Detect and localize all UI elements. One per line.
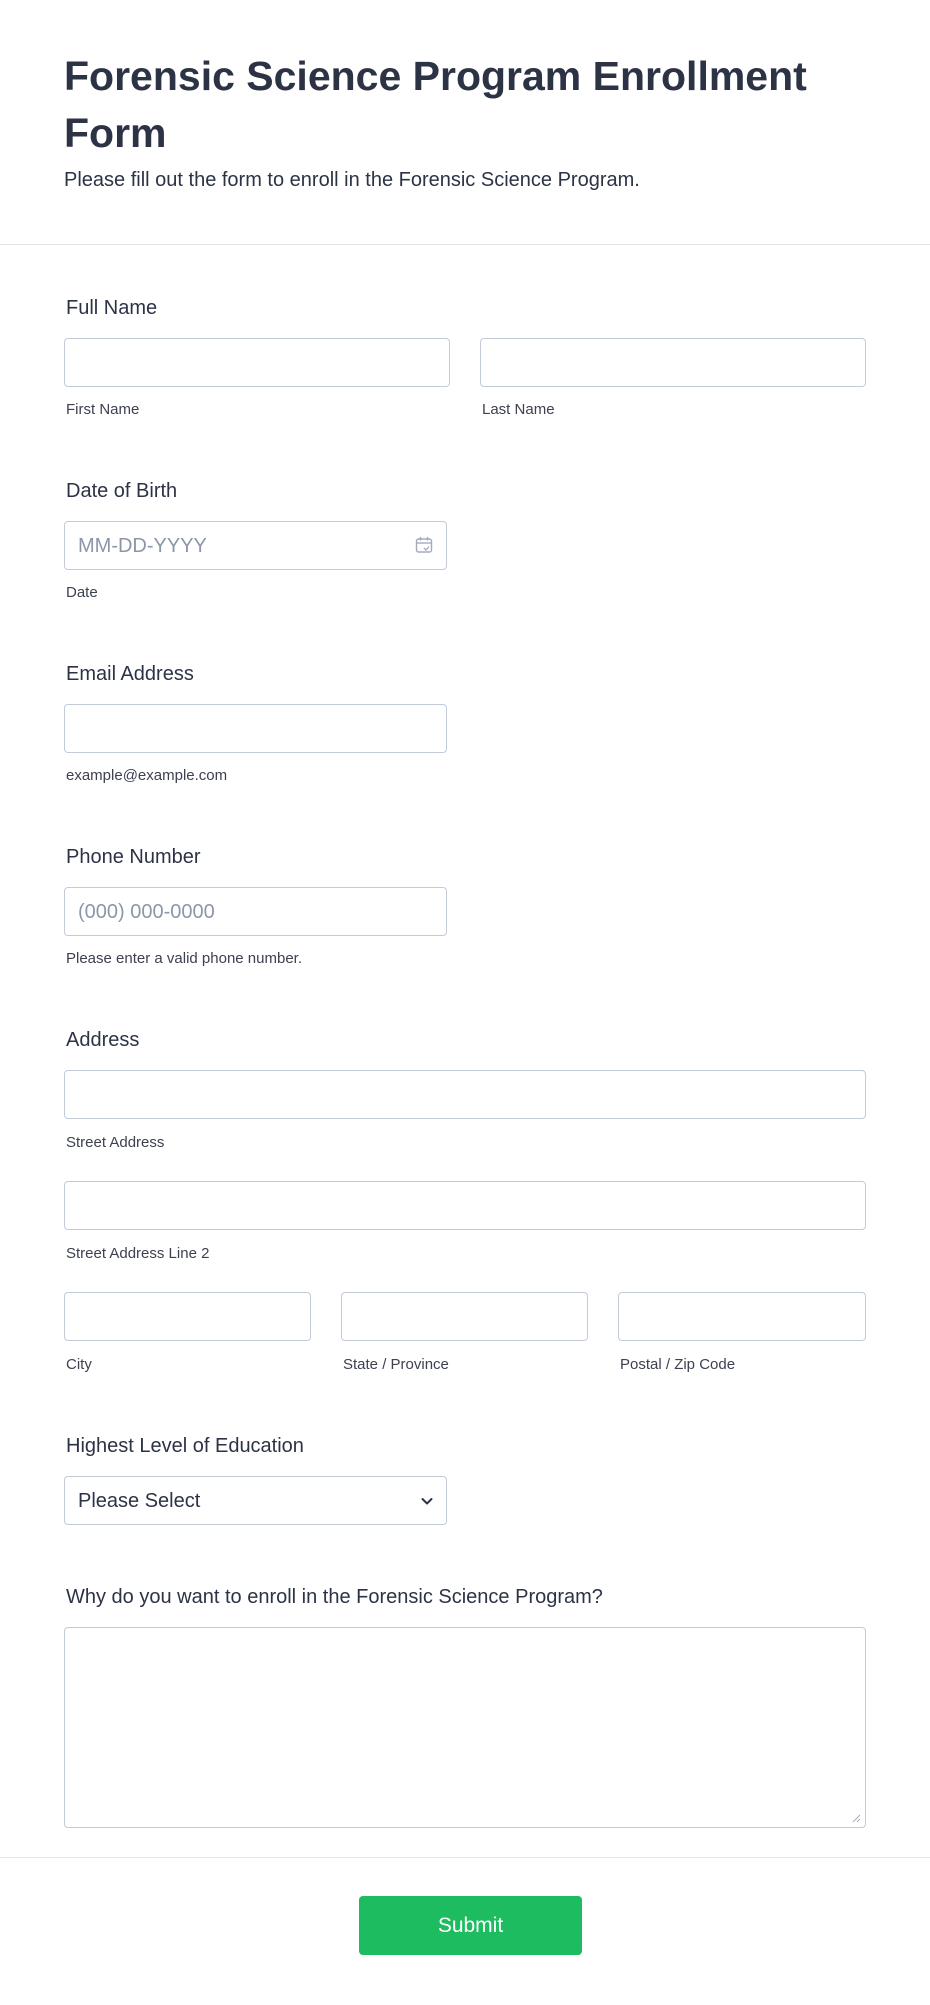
last-name-sublabel: Last Name: [482, 401, 555, 418]
zip-input[interactable]: [618, 1292, 866, 1341]
street-address-sublabel: Street Address: [66, 1134, 165, 1151]
dob-input[interactable]: [64, 521, 447, 570]
dob-placeholder: MM-DD-YYYY: [78, 535, 207, 557]
form-header: [0, 0, 930, 245]
form-subtitle: Please fill out the form to enroll in the Forensic Science Program.: [64, 169, 640, 191]
first-name-input[interactable]: [64, 338, 450, 387]
phone-input[interactable]: [64, 887, 447, 936]
dob-label: Date of Birth: [66, 480, 178, 502]
chevron-down-icon: [420, 1494, 434, 1508]
phone-placeholder: (000) 000-0000: [78, 901, 215, 923]
reason-label: Why do you want to enroll in the Forensic Science Program?: [66, 1586, 603, 1608]
phone-label: Phone Number: [66, 846, 201, 868]
street-address-line2-input[interactable]: [64, 1181, 866, 1230]
calendar-icon[interactable]: [415, 536, 433, 554]
education-select[interactable]: [64, 1476, 447, 1525]
email-input[interactable]: [64, 704, 447, 753]
last-name-input[interactable]: [480, 338, 866, 387]
education-label: Highest Level of Education: [66, 1435, 304, 1457]
street-address-line2-sublabel: Street Address Line 2: [66, 1245, 210, 1262]
phone-sublabel: Please enter a valid phone number.: [66, 950, 302, 967]
state-input[interactable]: [341, 1292, 588, 1341]
street-address-input[interactable]: [64, 1070, 866, 1119]
state-sublabel: State / Province: [343, 1356, 449, 1373]
resize-handle-icon[interactable]: [851, 1813, 861, 1823]
email-sublabel: example@example.com: [66, 767, 228, 784]
form-title: Forensic Science Program Enrollment Form: [64, 53, 807, 156]
first-name-sublabel: First Name: [66, 401, 140, 418]
city-input[interactable]: [64, 1292, 311, 1341]
full-name-label: Full Name: [66, 297, 158, 319]
city-sublabel: City: [66, 1356, 92, 1373]
zip-sublabel: Postal / Zip Code: [620, 1356, 736, 1373]
dob-sublabel: Date: [66, 584, 98, 601]
footer-divider: [0, 1857, 930, 1858]
address-label: Address: [66, 1029, 140, 1051]
reason-textarea[interactable]: [64, 1627, 866, 1828]
submit-button[interactable]: Submit: [359, 1896, 582, 1955]
email-label: Email Address: [66, 663, 194, 685]
education-selected-value: Please Select: [78, 1490, 201, 1512]
